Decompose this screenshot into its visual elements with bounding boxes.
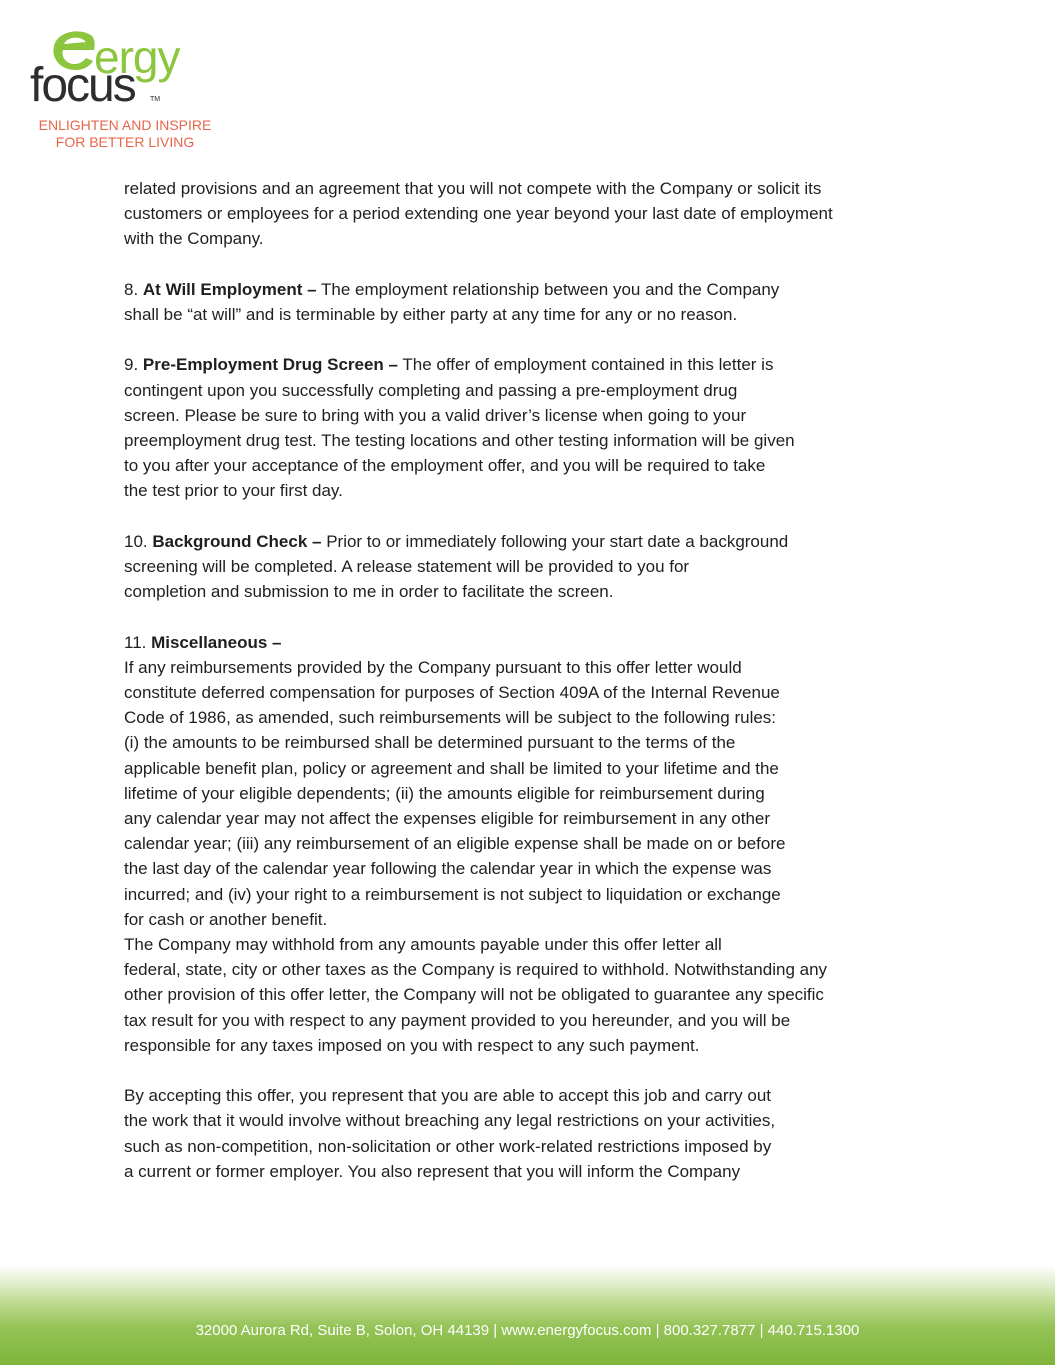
section-11-miscellaneous [124,630,930,1058]
section-number: 10. [124,531,153,551]
logo-word-focus: focus [30,59,135,112]
text-line: the last day of the calendar year following the calendar year in which the expense was [124,859,772,879]
text-line: federal, state, city or other taxes as the Company is required to withhold. Notwithstanding any [124,960,828,980]
text-line: related provisions and an agreement that you will not compete with the Company or solicit its [124,179,822,198]
text-line: The Company may withhold from any amounts payable under this offer letter all [124,935,722,955]
text-line: screening will be completed. A release statement will be provided to you for [124,557,690,576]
section-9-drug-screen [124,352,930,503]
text-line: shall be “at will” and is terminable by either party at any time for any or no reason. [124,305,738,324]
text-line: constitute deferred compensation for purposes of Section 409A of the Internal Revenue [124,683,780,702]
text-line: such as non-competition, non-solicitation or other work-related restrictions imposed by [124,1136,772,1156]
text-line: a current or former employer. You also represent that you will inform the Company [124,1161,741,1181]
text-line: Code of 1986, as amended, such reimbursements will be subject to the following rules: [124,708,777,728]
section-number: 8. [124,279,143,299]
text-line: completion and submission to me in order to facilitate the screen. [124,582,614,602]
section-title: Background Check – [152,531,322,551]
text-line: for cash or another benefit. [124,909,328,929]
text-line: By accepting this offer, you represent that you are able to accept this job and carry out [124,1086,772,1106]
section-heading-line [124,630,930,655]
text-line: applicable benefit plan, policy or agreement and shall be limited to your lifetime and the [124,758,779,778]
logo-tagline [30,117,220,151]
text-line: responsible for any taxes imposed on you with respect to any such payment. [124,1035,700,1055]
logo-word-energy: ergy [94,31,180,83]
text-line: other provision of this offer letter, the Company will not be obligated to guarantee any specific [124,985,824,1005]
company-logo [30,28,240,156]
text-line: calendar year; (iii) any reimbursement of an eligible expense shall be made on or before [124,834,786,854]
tagline-line: FOR BETTER LIVING [55,134,195,150]
closing-paragraph [124,1083,930,1184]
text-line: contingent upon you successfully completing and passing a pre-employment drug [124,380,738,400]
section-title: At Will Employment – [142,279,317,299]
section-8-at-will [124,277,930,327]
text-line: customers or employees for a period extending one year beyond your last date of employment [124,204,833,224]
text-line: preemployment drug test. The testing locations and other testing information will be given [124,431,795,450]
section-number: 11. [124,632,152,652]
text-line: lifetime of your eligible dependents; (ii) the amounts eligible for reimbursement during [124,783,765,803]
text-line: The offer of employment contained in this letter is [397,355,774,375]
text-line: the work that it would involve without breaching any legal restrictions on your activities, [124,1111,776,1131]
section-heading-line [124,352,930,377]
text-line: with the Company. [124,229,264,249]
section-title: Miscellaneous – [151,632,282,652]
section-number: 9. [124,355,143,375]
intro-paragraph [124,176,930,252]
text-line: tax result for you with respect to any payment provided to you hereunder, and you will be [124,1010,791,1030]
text-line: Prior to or immediately following your start date a background [321,531,789,551]
section-heading-line [124,277,930,302]
footer-band [0,1265,1055,1365]
text-line: If any reimbursements provided by the Company pursuant to this offer letter would [124,657,742,677]
text-line: screen. Please be sure to bring with you a valid driver’s license when going to your [124,405,747,425]
text-line: (i) the amounts to be reimbursed shall be determined pursuant to the terms of the [124,733,736,753]
text-line: any calendar year may not affect the expenses eligible for reimbursement in any other [124,809,771,829]
tagline-line: ENLIGHTEN AND INSPIRE [38,117,212,133]
text-line: to you after your acceptance of the employment offer, and you will be required to take [124,456,766,476]
logo-trademark: TM [150,96,161,103]
letter-body [124,176,930,1184]
section-heading-line [124,529,930,554]
footer-contact-line: 32000 Aurora Rd, Suite B, Solon, OH 44139 | www.energyfocus.com | 800.327.7877 | 440.715.1300 [195,1322,860,1339]
section-title: Pre-Employment Drug Screen – [142,355,398,375]
section-10-background-check [124,529,930,605]
text-line: The employment relationship between you and the Company [316,279,780,299]
text-line: incurred; and (iv) your right to a reimbursement is not subject to liquidation or exchange [124,884,781,904]
text-line: the test prior to your first day. [124,481,343,501]
